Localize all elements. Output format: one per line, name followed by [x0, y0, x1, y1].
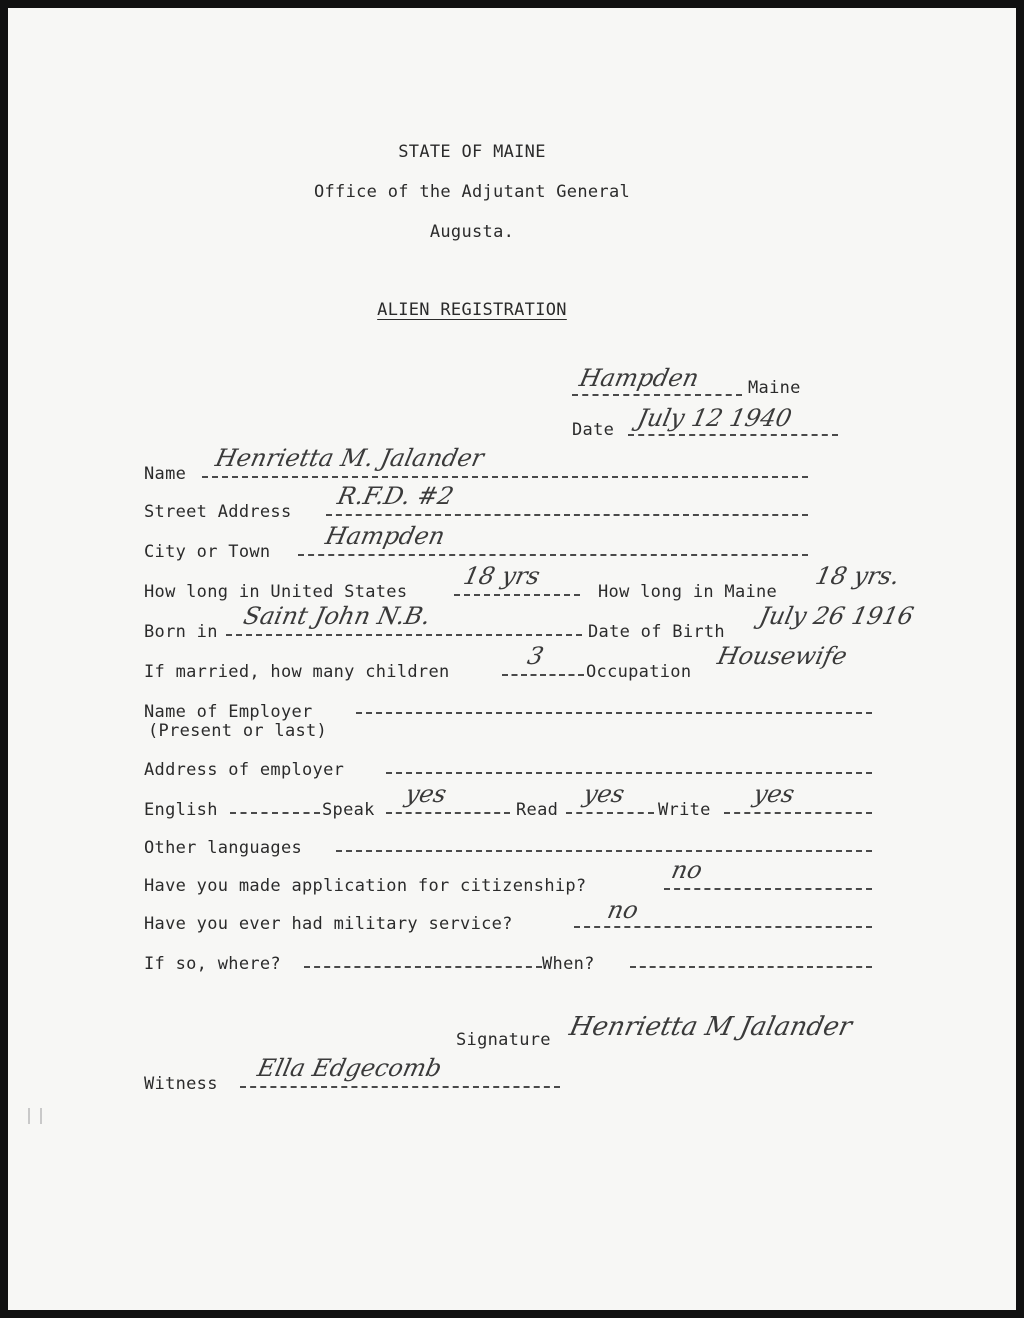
citizenship-label: Have you made application for citizenship?: [144, 876, 587, 896]
where-label: If so, where?: [144, 954, 281, 974]
speak-label: Speak: [322, 800, 375, 820]
citizenship-line: [664, 888, 872, 890]
occupation-label: Occupation: [586, 662, 692, 682]
military-line: [574, 926, 872, 928]
name-value: Henrietta M. Jalander: [213, 444, 487, 472]
witness-label: Witness: [144, 1074, 218, 1094]
signature-label: Signature: [456, 1030, 551, 1050]
header-office: Office of the Adjutant General: [313, 182, 631, 202]
header-state: STATE OF MAINE: [398, 142, 546, 162]
header-city: Augusta.: [429, 222, 515, 242]
us-years-value: 18 yrs: [461, 562, 543, 590]
read-label: Read: [516, 800, 559, 820]
place-suffix: Maine: [748, 378, 801, 398]
street-label: Street Address: [144, 502, 292, 522]
city-value: Hampden: [323, 522, 448, 550]
maine-years-value: 18 yrs.: [813, 562, 903, 590]
name-line: [202, 476, 808, 478]
children-value: 3: [525, 642, 547, 670]
read-line: [566, 812, 654, 814]
date-label: Date: [572, 420, 615, 440]
military-value: no: [605, 896, 641, 924]
other-languages-label: Other languages: [144, 838, 303, 858]
born-label: Born in: [144, 622, 218, 642]
us-years-line: [454, 594, 580, 596]
when-label: When?: [542, 954, 595, 974]
witness-line: [240, 1086, 560, 1088]
occupation-value: Housewife: [715, 642, 850, 670]
speak-line: [386, 812, 510, 814]
employer-address-line: [386, 772, 872, 774]
signature-value: Henrietta M Jalander: [566, 1012, 855, 1042]
place-value: Hampden: [577, 364, 702, 392]
city-label: City or Town: [144, 542, 271, 562]
born-value: Saint John N.B.: [241, 602, 434, 630]
children-line: [502, 674, 584, 676]
name-label: Name: [144, 464, 187, 484]
write-line: [724, 812, 872, 814]
employer-sub-label: (Present or last): [148, 721, 328, 741]
where-line: [304, 966, 542, 968]
form-title: ALIEN REGISTRATION: [377, 300, 567, 320]
document-page: [8, 8, 1016, 1310]
employer-label: Name of Employer: [144, 702, 313, 722]
street-line: [326, 514, 808, 516]
maine-years-label: How long in Maine: [598, 582, 778, 602]
citizenship-value: no: [669, 856, 705, 884]
margin-mark: [28, 1108, 42, 1124]
born-line: [226, 634, 582, 636]
read-value: yes: [581, 780, 628, 808]
dob-value: July 26 1916: [757, 602, 917, 630]
witness-value: Ella Edgecomb: [255, 1054, 445, 1082]
speak-value: yes: [403, 780, 450, 808]
employer-address-label: Address of employer: [144, 760, 345, 780]
write-label: Write: [658, 800, 711, 820]
military-label: Have you ever had military service?: [144, 914, 513, 934]
date-line: [628, 434, 838, 436]
when-line: [630, 966, 872, 968]
place-line: [572, 394, 742, 396]
english-label: English: [144, 800, 218, 820]
us-years-label: How long in United States: [144, 582, 408, 602]
employer-line: [356, 712, 872, 714]
children-label: If married, how many children: [144, 662, 450, 682]
street-value: R.F.D. #2: [335, 482, 457, 510]
english-line: [230, 812, 320, 814]
other-languages-line: [336, 850, 872, 852]
city-line: [298, 554, 808, 556]
date-value: July 12 1940: [635, 404, 795, 432]
write-value: yes: [751, 780, 798, 808]
dob-label: Date of Birth: [588, 622, 725, 642]
